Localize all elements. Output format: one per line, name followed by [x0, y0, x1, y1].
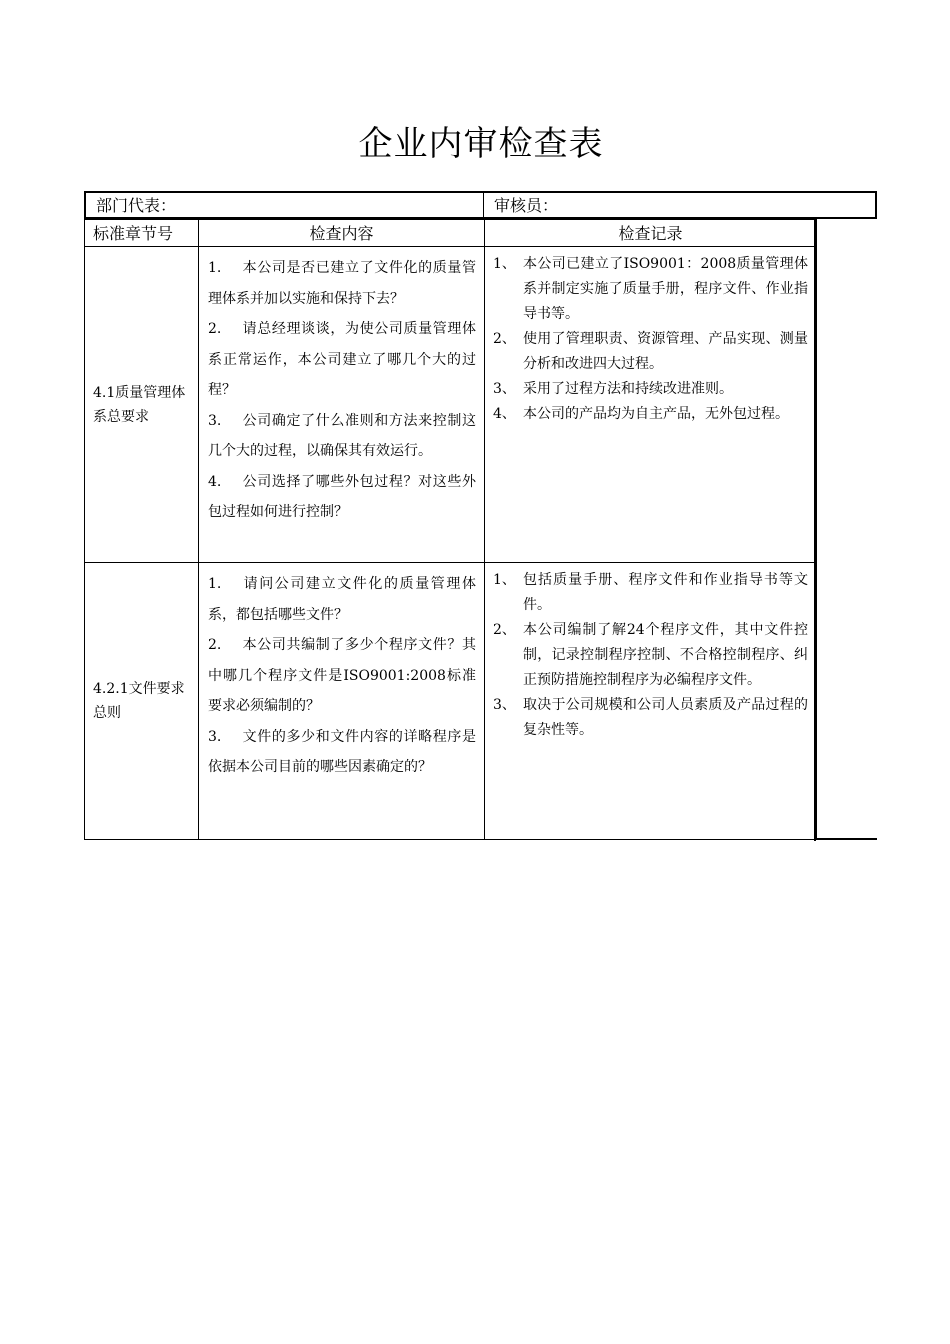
record-item: 2、 使用了管理职责、资源管理、产品实现、测量分析和改进四大过程。: [493, 331, 808, 372]
column-header-section: 标准章节号: [85, 220, 199, 247]
record-item: 3、 取决于公司规模和公司人员素质及产品过程的复杂性等。: [493, 697, 808, 738]
header-row: [84, 191, 877, 219]
question-item: 3. 文件的多少和文件内容的详略程序是依据本公司目前的哪些因素确定的？: [208, 728, 476, 775]
section-cell: 4.2.1文件要求总则: [85, 563, 199, 840]
record-item: 3、 采用了过程方法和持续改进准则。: [493, 381, 733, 397]
column-header-content: 检查内容: [199, 220, 485, 247]
table-row: [85, 563, 817, 840]
records-cell: [485, 563, 817, 840]
question-item: 4. 公司选择了哪些外包过程？对这些外包过程如何进行控制？: [208, 473, 476, 520]
audit-checklist-table: [84, 219, 817, 840]
record-item: 1、 本公司已建立了ISO9001：2008质量管理体系并制定实施了质量手册，程序文件、作业指导书等。: [493, 256, 808, 322]
table-bottom-extension: [814, 838, 877, 840]
questions-cell: [199, 247, 485, 563]
table-right-border: [814, 219, 816, 841]
page-title: 企业内审检查表: [358, 124, 604, 164]
section-cell: 4.1质量管理体系总要求: [85, 247, 199, 563]
question-item: 1. 请问公司建立文件化的质量管理体系，都包括哪些文件？: [208, 576, 476, 623]
table-row: [85, 247, 817, 563]
question-item: 2. 请总经理谈谈，为使公司质量管理体系正常运作，本公司建立了哪几个大的过程？: [208, 321, 476, 398]
question-item: 2. 本公司共编制了多少个程序文件？其中哪几个程序文件是ISO9001:2008标准要求必须编制的？: [208, 637, 476, 714]
auditor-label: 审核员：: [494, 196, 559, 215]
question-item: 3. 公司确定了什么准则和方法来控制这几个大的过程，以确保其有效运行。: [208, 412, 476, 459]
dept-representative-label: 部门代表：: [86, 193, 484, 217]
column-header-record: 检查记录: [485, 220, 817, 247]
records-cell: [485, 247, 817, 563]
question-item: 1. 本公司是否已建立了文件化的质量管理体系并加以实施和保持下去？: [208, 260, 476, 307]
record-item: 1、 包括质量手册、程序文件和作业指导书等文件。: [493, 572, 808, 613]
record-item: 2、 本公司编制了解24个程序文件，其中文件控制，记录控制程序控制、不合格控制程序、纠正预防措施控制程序为必编程序文件。: [493, 622, 808, 688]
record-item: 4、 本公司的产品均为自主产品，无外包过程。: [493, 406, 789, 422]
questions-cell: [199, 563, 485, 840]
column-header-row: [85, 220, 817, 247]
